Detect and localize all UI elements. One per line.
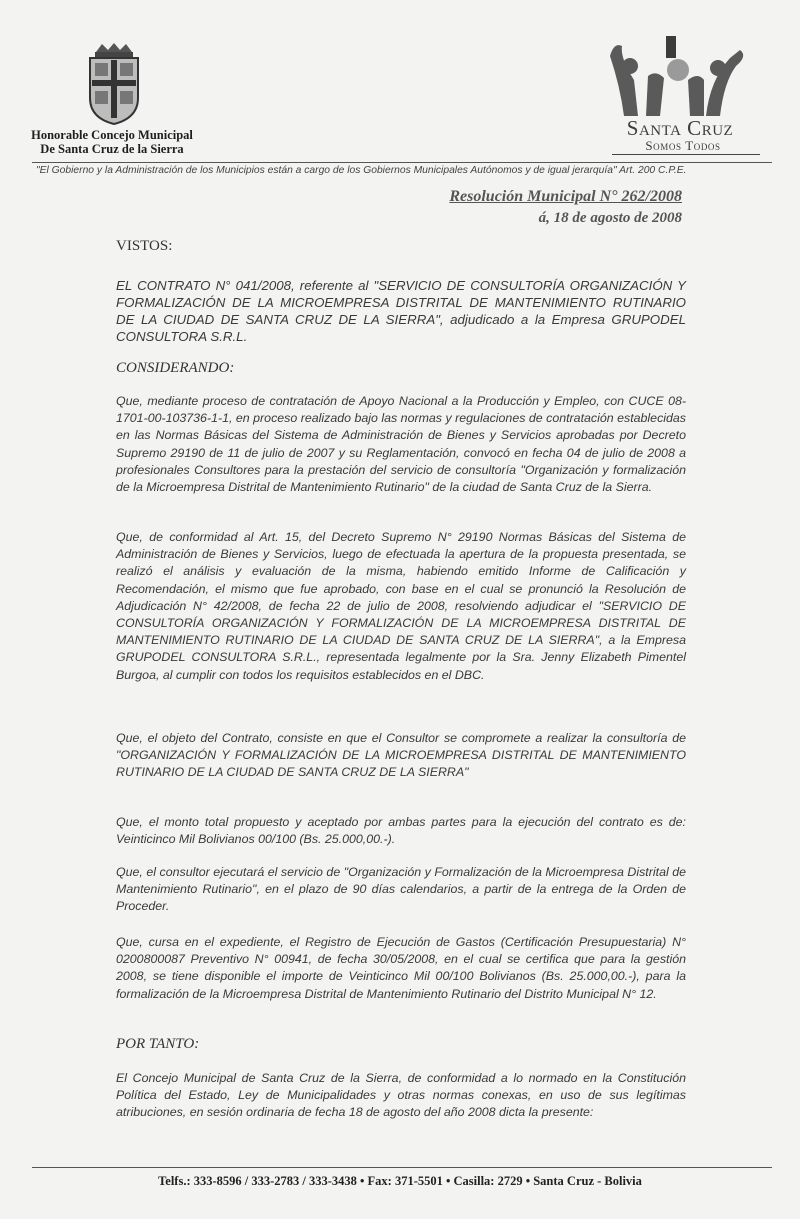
por-tanto-heading: POR TANTO: xyxy=(116,1036,200,1052)
considerando-paragraph-5: Que, el consultor ejecutará el servicio de "Organización y Formalización de la Microempresa Distrital de Mantenimiento Rutinario", en el plazo de 90 días calendarios, a partir de la entrega de la Orden de Proceder. xyxy=(116,865,686,914)
coat-of-arms-icon xyxy=(82,42,146,126)
council-line-2: De Santa Cruz de la Sierra xyxy=(40,142,184,156)
vistos-heading: VISTOS: xyxy=(116,238,173,254)
header-divider xyxy=(32,162,772,163)
brand-name: Santa Cruz xyxy=(626,116,734,140)
considerando-paragraph-6: Que, cursa en el expediente, el Registro de Ejecución de Gastos (Certificación Presupuestaria) N° 0200800087 Preventivo N° 00941, de fecha 30/05/2008, en el cual se certifica que para la gestión 2008, se tiene disponible el importe de Veinticinco Mil 00/100 Bolivianos (Bs. 25.000,00.-), para la formalización de la Microempresa Distrital de Mantenimiento Rutinario del Distrito Municipal N° 12. xyxy=(116,935,686,1001)
constitution-quote: "El Gobierno y la Administración de los Municipios están a cargo de los Gobiernos Municipales Autónomos y de igual jerarquía" Art. 200 C.P.E. xyxy=(36,165,687,176)
council-name xyxy=(22,128,202,156)
brand-underline xyxy=(612,154,760,155)
considerando-paragraph-1: Que, mediante proceso de contratación de Apoyo Nacional a la Producción y Empleo, con CUCE 08-1701-00-103736-1-1, en proceso realizado bajo las normas y regulaciones de contratación establecidas en las Normas Básicas del Sistema de Administración de Bienes y Servicios aprobadas por Decreto Supremo 29190 de 11 de julio de 2007 y su Reglamentación, convocó en fecha 04 de julio de 2008 a profesionales Consultores para la prestación del servicio de consultoría "Organización y formalización de la Microempresa Distrital de Mantenimiento Rutinario" de la ciudad de Santa Cruz de la Sierra. xyxy=(116,394,686,495)
considerando-heading: CONSIDERANDO: xyxy=(116,360,235,376)
por-tanto-text: El Concejo Municipal de Santa Cruz de la Sierra, de conformidad a lo normado en la Constitución Política del Estado, Ley de Municipalidades y otras normas conexas, en uso de sus legítimas atribuciones, en sesión ordinaria de fecha 18 de agosto del año 2008 dicta la presente: xyxy=(116,1071,686,1120)
footer-divider xyxy=(32,1167,772,1168)
considerando-paragraph-4: Que, el monto total propuesto y aceptado por ambas partes para la ejecución del contrato es de: Veinticinco Mil Bolivianos 00/100 (Bs. 25.000,00.-). xyxy=(116,815,686,847)
council-line-1: Honorable Concejo Municipal xyxy=(31,128,193,142)
resolution-title: Resolución Municipal N° 262/2008 xyxy=(449,188,682,205)
vistos-text: EL CONTRATO N° 041/2008, referente al "SERVICIO DE CONSULTORÍA ORGANIZACIÓN Y FORMALIZACIÓN DE LA MICROEMPRESA DISTRITAL DE MANTENIMIENTO RUTINARIO DE LA CIUDAD DE SANTA CRUZ DE LA SIERRA", adjudicado a la Empresa GRUPODEL CONSULTORA S.R.L. xyxy=(116,278,686,344)
resolution-date: á, 18 de agosto de 2008 xyxy=(538,210,682,226)
santa-cruz-logo-icon xyxy=(600,36,750,118)
considerando-paragraph-3: Que, el objeto del Contrato, consiste en que el Consultor se compromete a realizar la consultoría de "ORGANIZACIÓN Y FORMALIZACIÓN DE LA MICROEMPRESA DISTRITAL DE MANTENIMIENTO RUTINARIO DE LA CIUDAD DE SANTA CRUZ DE LA SIERRA" xyxy=(116,731,686,780)
brand-tagline: Somos Todos xyxy=(645,138,721,153)
considerando-paragraph-2: Que, de conformidad al Art. 15, del Decreto Supremo N° 29190 Normas Básicas del Sistema de Administración de Bienes y Servicios, luego de efectuada la apertura de la propuesta presentada, se realizó el análisis y evaluación de la misma, habiendo emitido Informe de Calificación y Recomendación, el mismo que fue aprobado, con base en el cual se pronunció la Resolución de Adjudicación N° 42/2008, de fecha 22 de julio de 2008, resolviendo adjudicar el "SERVICIO DE CONSULTORÍA ORGANIZACIÓN Y FORMALIZACIÓN DE LA MICROEMPRESA DISTRITAL DE MANTENIMIENTO RUTINARIO DE LA CIUDAD DE SANTA CRUZ DE LA SIERRA", a la Empresa GRUPODEL CONSULTORA S.R.L., representada legalmente por la Sra. Jenny Elizabeth Pimentel Burgoa, al cumplir con todos los requisitos establecidos en el DBC. xyxy=(116,530,686,682)
footer-contact: Telfs.: 333-8596 / 333-2783 / 333-3438 • Fax: 371-5501 • Casilla: 2729 • Santa Cruz - Bolivia xyxy=(158,1174,642,1188)
